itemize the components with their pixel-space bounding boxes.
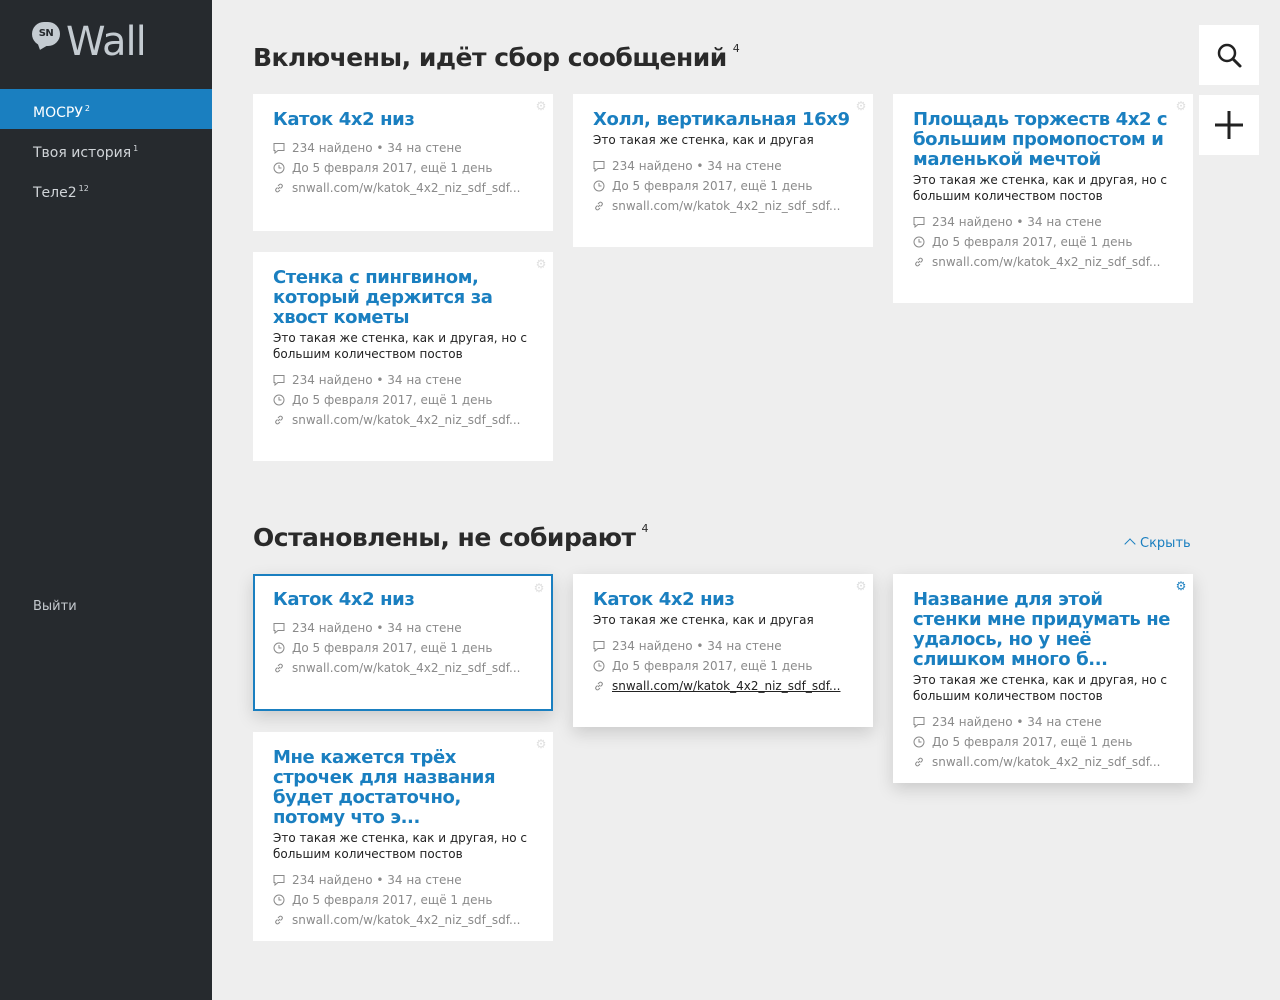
card-meta <box>273 618 533 678</box>
clock-icon <box>593 660 605 672</box>
wall-url-link[interactable]: snwall.com/w/katok_4x2_niz_sdf_sdf... <box>612 199 841 213</box>
card-meta <box>273 370 533 430</box>
clock-icon <box>593 180 605 192</box>
sidebar-item-tele2[interactable] <box>0 169 212 209</box>
comment-icon <box>273 874 285 886</box>
link-icon <box>273 182 285 194</box>
gear-icon[interactable]: ⚙ <box>533 581 545 595</box>
comment-icon <box>273 622 285 634</box>
card-meta <box>913 212 1173 272</box>
wall-url-link[interactable]: snwall.com/w/katok_4x2_niz_sdf_sdf... <box>292 413 521 427</box>
found-count-row <box>913 712 1173 732</box>
card-meta <box>273 870 533 930</box>
sidebar-item-label: Твоя история <box>33 145 132 161</box>
card-title[interactable]: Холл, вертикальная 16х9 <box>593 109 850 130</box>
chevron-up-icon <box>1124 538 1135 549</box>
clock-icon <box>913 236 925 248</box>
deadline: До 5 февраля 2017, ещё 1 день <box>292 641 493 655</box>
sidebar <box>0 0 212 1000</box>
logo[interactable] <box>32 20 182 68</box>
clock-icon <box>273 894 285 906</box>
hide-link-label: Скрыть <box>1140 536 1191 551</box>
deadline: До 5 февраля 2017, ещё 1 день <box>292 161 493 175</box>
url-row <box>593 196 853 216</box>
comment-icon <box>273 142 285 154</box>
wall-card[interactable] <box>893 574 1193 783</box>
clock-icon <box>273 642 285 654</box>
url-row <box>593 676 853 696</box>
gear-icon[interactable]: ⚙ <box>1175 99 1187 113</box>
card-description: Это такая же стенка, как и другая <box>593 133 814 147</box>
sidebar-item-count: 2 <box>84 104 90 113</box>
url-row <box>913 252 1173 272</box>
gear-icon[interactable]: ⚙ <box>535 99 547 113</box>
found-count-row <box>273 618 533 638</box>
sidebar-nav <box>0 89 212 209</box>
card-description: Это такая же стенка, как и другая, но с большим количеством постов <box>913 173 1167 203</box>
deadline-row <box>593 176 853 196</box>
comment-icon <box>593 160 605 172</box>
url-row <box>913 752 1173 772</box>
found-count-row <box>593 636 853 656</box>
wall-card[interactable] <box>253 252 553 461</box>
found-count: 234 найдено • 34 на стене <box>292 373 462 387</box>
url-row <box>273 658 533 678</box>
card-title[interactable]: Каток 4х2 низ <box>273 589 415 610</box>
link-icon <box>273 662 285 674</box>
section-title-stopped <box>253 522 648 552</box>
logout-link[interactable]: Выйти <box>33 599 77 614</box>
wall-card[interactable] <box>253 94 553 231</box>
search-icon <box>1199 25 1259 85</box>
hide-section-link[interactable] <box>1126 536 1191 551</box>
link-icon <box>273 914 285 926</box>
logo-text: Wall <box>66 19 146 65</box>
gear-icon[interactable]: ⚙ <box>535 257 547 271</box>
sidebar-item-label: МОСРУ <box>33 105 83 121</box>
link-icon <box>593 680 605 692</box>
section-title-text: Остановлены, не собирают <box>253 523 636 552</box>
deadline: До 5 февраля 2017, ещё 1 день <box>612 659 813 673</box>
comment-icon <box>913 716 925 728</box>
gear-icon[interactable]: ⚙ <box>1175 579 1187 593</box>
link-icon <box>913 756 925 768</box>
card-meta <box>913 712 1173 772</box>
found-count: 234 найдено • 34 на стене <box>932 715 1102 729</box>
sidebar-item-tvoya-istoriya[interactable] <box>0 129 212 169</box>
wall-card[interactable] <box>573 574 873 727</box>
link-icon <box>273 414 285 426</box>
card-title[interactable]: Стенка с пингвином, который держится за хвост кометы <box>273 267 493 328</box>
link-icon <box>913 256 925 268</box>
card-meta <box>593 636 853 696</box>
deadline: До 5 февраля 2017, ещё 1 день <box>292 393 493 407</box>
url-row <box>273 410 533 430</box>
deadline-row <box>273 890 533 910</box>
comment-icon <box>593 640 605 652</box>
url-row <box>273 910 533 930</box>
section-title-active <box>253 42 739 72</box>
card-meta <box>273 138 533 198</box>
wall-url-link[interactable]: snwall.com/w/katok_4x2_niz_sdf_sdf... <box>292 913 521 927</box>
deadline-row <box>593 656 853 676</box>
found-count: 234 найдено • 34 на стене <box>292 141 462 155</box>
sidebar-item-mosru[interactable] <box>0 89 212 129</box>
clock-icon <box>273 394 285 406</box>
found-count-row <box>913 212 1173 232</box>
deadline-row <box>273 638 533 658</box>
section-count: 4 <box>732 42 740 55</box>
deadline: До 5 февраля 2017, ещё 1 день <box>612 179 813 193</box>
card-description: Это такая же стенка, как и другая, но с большим количеством постов <box>273 831 527 861</box>
card-title[interactable]: Название для этой стенки мне придумать не удалось, но у неё слишком много б... <box>913 589 1171 670</box>
wall-card[interactable] <box>253 574 553 711</box>
card-description: Это такая же стенка, как и другая, но с большим количеством постов <box>913 673 1167 703</box>
card-description: Это такая же стенка, как и другая, но с большим количеством постов <box>273 331 527 361</box>
deadline-row <box>913 232 1173 252</box>
card-title[interactable]: Каток 4х2 низ <box>593 589 735 610</box>
found-count-row <box>273 138 533 158</box>
card-meta <box>593 156 853 216</box>
found-count: 234 найдено • 34 на стене <box>612 639 782 653</box>
deadline: До 5 февраля 2017, ещё 1 день <box>932 235 1133 249</box>
found-count: 234 найдено • 34 на стене <box>292 621 462 635</box>
gear-icon[interactable]: ⚙ <box>855 99 867 113</box>
card-title[interactable]: Мне кажется трёх строчек для названия будет достаточно, потому что э... <box>273 747 496 828</box>
clock-icon <box>913 736 925 748</box>
found-count-row <box>273 870 533 890</box>
wall-card[interactable] <box>893 94 1193 303</box>
deadline-row <box>273 390 533 410</box>
gear-icon[interactable]: ⚙ <box>855 579 867 593</box>
deadline: До 5 февраля 2017, ещё 1 день <box>932 735 1133 749</box>
plus-icon <box>1199 95 1259 155</box>
found-count: 234 найдено • 34 на стене <box>612 159 782 173</box>
sidebar-item-count: 1 <box>133 144 139 153</box>
wall-url-link[interactable]: snwall.com/w/katok_4x2_niz_sdf_sdf... <box>612 679 841 693</box>
wall-url-link[interactable]: snwall.com/w/katok_4x2_niz_sdf_sdf... <box>932 255 1161 269</box>
card-description: Это такая же стенка, как и другая <box>593 613 814 627</box>
found-count: 234 найдено • 34 на стене <box>292 873 462 887</box>
section-count: 4 <box>641 522 649 535</box>
search-button[interactable] <box>1199 25 1259 85</box>
found-count-row <box>273 370 533 390</box>
card-title[interactable]: Площадь торжеств 4х2 с большим промопостом и маленькой мечтой <box>913 109 1168 170</box>
wall-card[interactable] <box>573 94 873 247</box>
deadline: До 5 февраля 2017, ещё 1 день <box>292 893 493 907</box>
card-title[interactable]: Каток 4х2 низ <box>273 109 415 130</box>
add-wall-button[interactable] <box>1199 95 1259 155</box>
link-icon <box>593 200 605 212</box>
deadline-row <box>273 158 533 178</box>
logo-badge: SN <box>32 22 60 46</box>
sidebar-item-count: 12 <box>78 184 89 193</box>
deadline-row <box>913 732 1173 752</box>
comment-icon <box>913 216 925 228</box>
wall-url-link[interactable]: snwall.com/w/katok_4x2_niz_sdf_sdf... <box>292 661 521 675</box>
wall-url-link[interactable]: snwall.com/w/katok_4x2_niz_sdf_sdf... <box>932 755 1161 769</box>
gear-icon[interactable]: ⚙ <box>535 737 547 751</box>
sidebar-item-label: Теле2 <box>33 185 77 201</box>
wall-url-link[interactable]: snwall.com/w/katok_4x2_niz_sdf_sdf... <box>292 181 521 195</box>
clock-icon <box>273 162 285 174</box>
section-title-text: Включены, идёт сбор сообщений <box>253 43 727 72</box>
comment-icon <box>273 374 285 386</box>
found-count: 234 найдено • 34 на стене <box>932 215 1102 229</box>
url-row <box>273 178 533 198</box>
wall-card[interactable] <box>253 732 553 941</box>
found-count-row <box>593 156 853 176</box>
